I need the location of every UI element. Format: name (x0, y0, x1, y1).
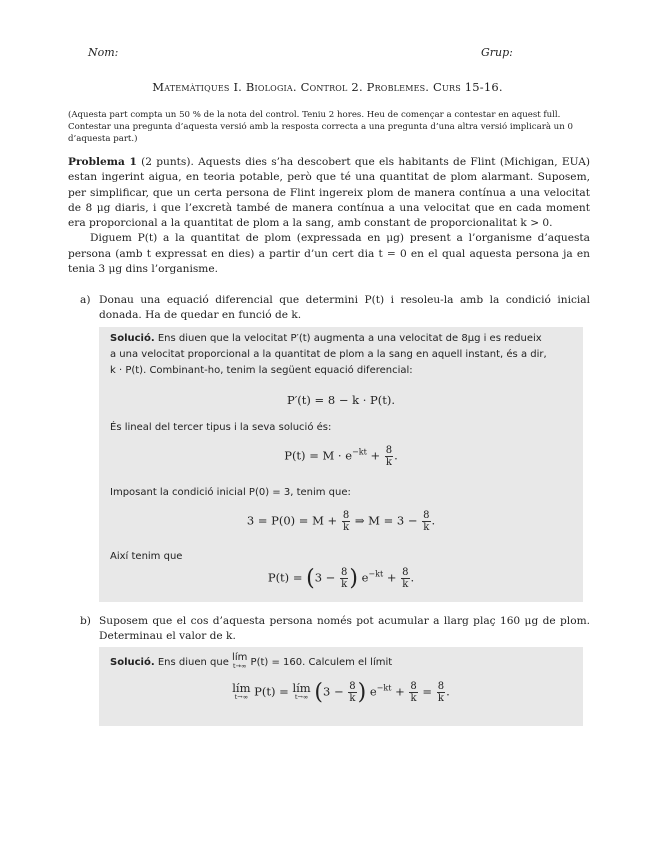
frac-num: 8 (437, 681, 445, 692)
eq2-exponent: −kt (352, 447, 367, 457)
eq4-exponent: −kt (368, 569, 384, 579)
equation-2 (99, 445, 583, 468)
frac-den: k (423, 522, 430, 533)
frac-den: k (342, 522, 350, 533)
lim-text: lím (232, 652, 248, 663)
eq2-dot: . (394, 448, 398, 463)
eq4-inner: 3 − (314, 570, 336, 585)
name-label: Nom: (88, 46, 119, 59)
eq4-fraction-1 (340, 567, 348, 590)
eq4-fraction-2 (401, 567, 409, 590)
frac-num: 8 (385, 445, 393, 456)
frac-den: k (410, 693, 417, 704)
solution-a-label: Solució. (110, 333, 155, 344)
eq3-left: 3 = P(0) = M + (246, 513, 338, 528)
solution-a-line-2: a una velocitat proporcional a la quantitat de plom a la sang en aquell instant, és a dir, (110, 349, 547, 360)
equation-1: P′(t) = 8 − k · P(t). (286, 393, 396, 407)
eq4-e: e (361, 570, 369, 585)
solution-b-line-1 (110, 653, 392, 671)
lim-fraction-2 (409, 681, 417, 704)
solution-a-line-3: k · P(t). Combinant-ho, tenim la següent equació diferencial: (110, 365, 413, 376)
eq4-left: P(t) = (267, 570, 303, 585)
part-b-text: Suposem que el cos d’aquesta persona només pot acumular a llarg plaç 160 μg de plom. Determinau el valor de k. (99, 615, 590, 643)
lim-fraction-1 (348, 681, 356, 704)
solution-b-pre: Ens diuen que (157, 657, 229, 668)
eq3-mid: ⇒ M = 3 − (354, 513, 418, 528)
solution-a-line-5: Imposant la condició inicial P(0) = 3, tenim que: (110, 487, 351, 498)
lim-dot: . (446, 684, 450, 699)
frac-den: k (402, 579, 409, 590)
frac-num: 8 (423, 510, 430, 521)
lim-inner: 3 − (322, 684, 344, 699)
limit-equation (99, 680, 583, 705)
left-paren: ( (306, 566, 315, 591)
frac-den: k (341, 579, 348, 590)
eq2-plus: + (370, 448, 381, 463)
solution-a-line-1 (110, 333, 542, 344)
part-a-question (80, 293, 590, 324)
problem-points: (2 punts). (141, 156, 194, 168)
frac-den: k (349, 693, 356, 704)
problem-statement (68, 155, 590, 277)
solution-b-label: Solució. (110, 657, 155, 668)
part-a-text: Donau una equació diferencial que determini P(t) i resoleu-la amb la condició inicial donada. Ha de quedar en funció de k. (99, 294, 590, 322)
solution-a-line-6: Així tenim que (110, 551, 183, 562)
limit-operator (232, 653, 247, 671)
eq3-fraction-1 (342, 510, 350, 533)
solution-box-b (99, 647, 583, 726)
part-b-question (80, 614, 590, 645)
eq4-dot: . (410, 570, 415, 585)
eq3-fraction-2 (422, 510, 430, 533)
group-label: Grup: (481, 46, 513, 59)
frac-num: 8 (349, 681, 356, 692)
frac-num: 8 (342, 510, 350, 521)
left-paren: ( (314, 680, 323, 705)
lim-e: e (369, 684, 377, 699)
frac-den: k (385, 457, 392, 468)
right-paren: ) (357, 680, 367, 705)
solution-b-post: P(t) = 160. Calculem el límit (250, 657, 393, 668)
solution-a-line-4: És lineal del tercer tipus i la seva solució és: (110, 422, 332, 433)
lim-sub: t→∞ (234, 692, 249, 701)
frac-num: 8 (340, 567, 348, 578)
lim-text: lím (232, 680, 251, 695)
lim-plus: + (395, 684, 405, 699)
instructions-note: (Aquesta part compta un 50 % de la nota del control. Teniu 2 hores. Heu de començar a contestar en aquest full. Contestar una pregunta d’aquesta versió amb la resposta correcta a una pregunta d’una altra versió implicarà un 0 d’aquesta part.) (68, 110, 573, 145)
eq4-plus: + (386, 570, 397, 585)
frac-num: 8 (402, 567, 409, 578)
lim-eq-pt: P(t) = (254, 684, 289, 699)
solution-box-a (99, 327, 583, 602)
equation-4 (99, 566, 583, 591)
part-a-label: a) (80, 294, 91, 306)
frac-num: 8 (410, 681, 417, 692)
solution-a-text-1: Ens diuen que la velocitat P′(t) augmenta a una velocitat de 8μg i es redueix (157, 333, 542, 344)
lim-text: lím (292, 680, 311, 695)
limit-operator-1 (232, 680, 251, 702)
lim-sub: t→∞ (232, 662, 247, 670)
lim-equals: = (422, 684, 433, 699)
limit-operator-2 (292, 680, 311, 702)
lim-exponent: −kt (376, 683, 392, 693)
part-b-label: b) (80, 615, 91, 627)
equation-3 (99, 510, 583, 533)
eq2-fraction (385, 445, 393, 468)
right-paren: ) (349, 566, 358, 591)
lim-fraction-3 (437, 681, 445, 704)
eq3-dot: . (431, 513, 436, 528)
eq2-left: P(t) = M · e (284, 448, 353, 463)
problem-paragraph-1: Aquests dies s’ha descobert que els habitants de Flint (Michigan, EUA) estan ingerint aigua, en teoria potable, però que té una quantitat de plom alarmant. Suposem, per simplificar, que un certa persona de Flint ingereix plom de manera contínua a una velocitat de 8 μg diaris, i que l’excretà també de manera contínua a una velocitat que en cada moment era proporcional a la quantitat de plom a la sang, amb constant de proporcionalitat k > 0. (68, 156, 591, 230)
problem-paragraph-2: Diguem P(t) a la quantitat de plom (expressada en μg) present a l’organisme d’aquesta persona (amb t expressat en dies) a partir d’un cert dia t = 0 en el qual aquesta persona ja en tenia 3 μg dins l’organisme. (68, 232, 590, 276)
lim-sub: t→∞ (294, 692, 309, 701)
problem-label: Problema 1 (68, 156, 137, 168)
frac-den: k (437, 693, 444, 704)
exam-title: Matemàtiques I. Biologia. Control 2. Problemes. Curs 15-16. (152, 80, 503, 94)
